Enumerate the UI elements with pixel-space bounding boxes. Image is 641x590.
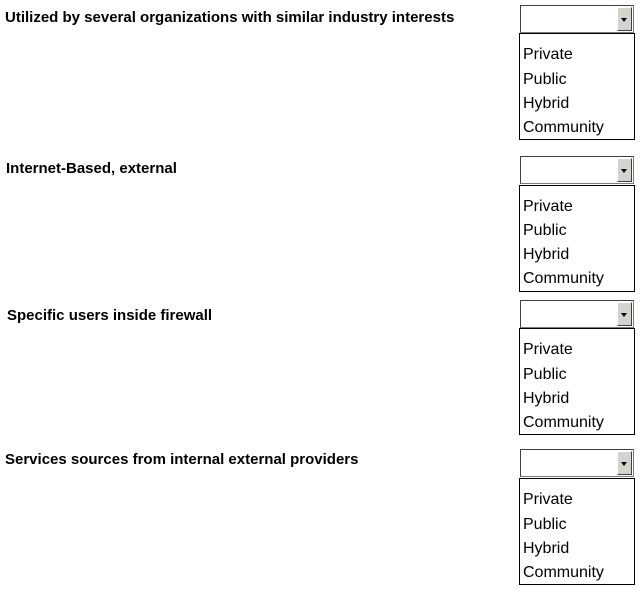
chevron-down-icon[interactable]: [617, 302, 632, 326]
option-public[interactable]: Public: [523, 222, 567, 239]
option-community[interactable]: Community: [523, 564, 604, 581]
question-2-option-list: [519, 185, 635, 292]
option-private[interactable]: Private: [523, 341, 573, 358]
question-4-label: Services sources from internal external providers: [5, 451, 359, 468]
question-3-option-list: [519, 328, 635, 435]
option-hybrid[interactable]: Hybrid: [523, 540, 570, 557]
option-private[interactable]: Private: [523, 198, 573, 215]
option-public[interactable]: Public: [523, 516, 567, 533]
question-2-dropdown[interactable]: [520, 156, 634, 184]
option-hybrid[interactable]: Hybrid: [523, 390, 570, 407]
chevron-down-icon[interactable]: [617, 7, 632, 31]
question-1-dropdown[interactable]: [520, 5, 634, 33]
option-community[interactable]: Community: [523, 270, 604, 287]
option-community[interactable]: Community: [523, 414, 604, 431]
option-public[interactable]: Public: [523, 366, 567, 383]
option-hybrid[interactable]: Hybrid: [523, 95, 570, 112]
question-4-dropdown[interactable]: [520, 449, 634, 477]
option-community[interactable]: Community: [523, 119, 604, 136]
option-private[interactable]: Private: [523, 46, 573, 63]
question-1-label: Utilized by several organizations with similar industry interests: [5, 9, 455, 26]
question-2-label: Internet-Based, external: [6, 160, 177, 177]
option-private[interactable]: Private: [523, 491, 573, 508]
chevron-down-icon[interactable]: [617, 158, 632, 182]
question-3-dropdown[interactable]: [520, 300, 634, 328]
question-4-option-list: [519, 478, 635, 585]
question-1-option-list: [519, 33, 635, 140]
option-hybrid[interactable]: Hybrid: [523, 246, 570, 263]
option-public[interactable]: Public: [523, 71, 567, 88]
chevron-down-icon[interactable]: [617, 451, 632, 475]
question-3-label: Specific users inside firewall: [7, 307, 213, 324]
